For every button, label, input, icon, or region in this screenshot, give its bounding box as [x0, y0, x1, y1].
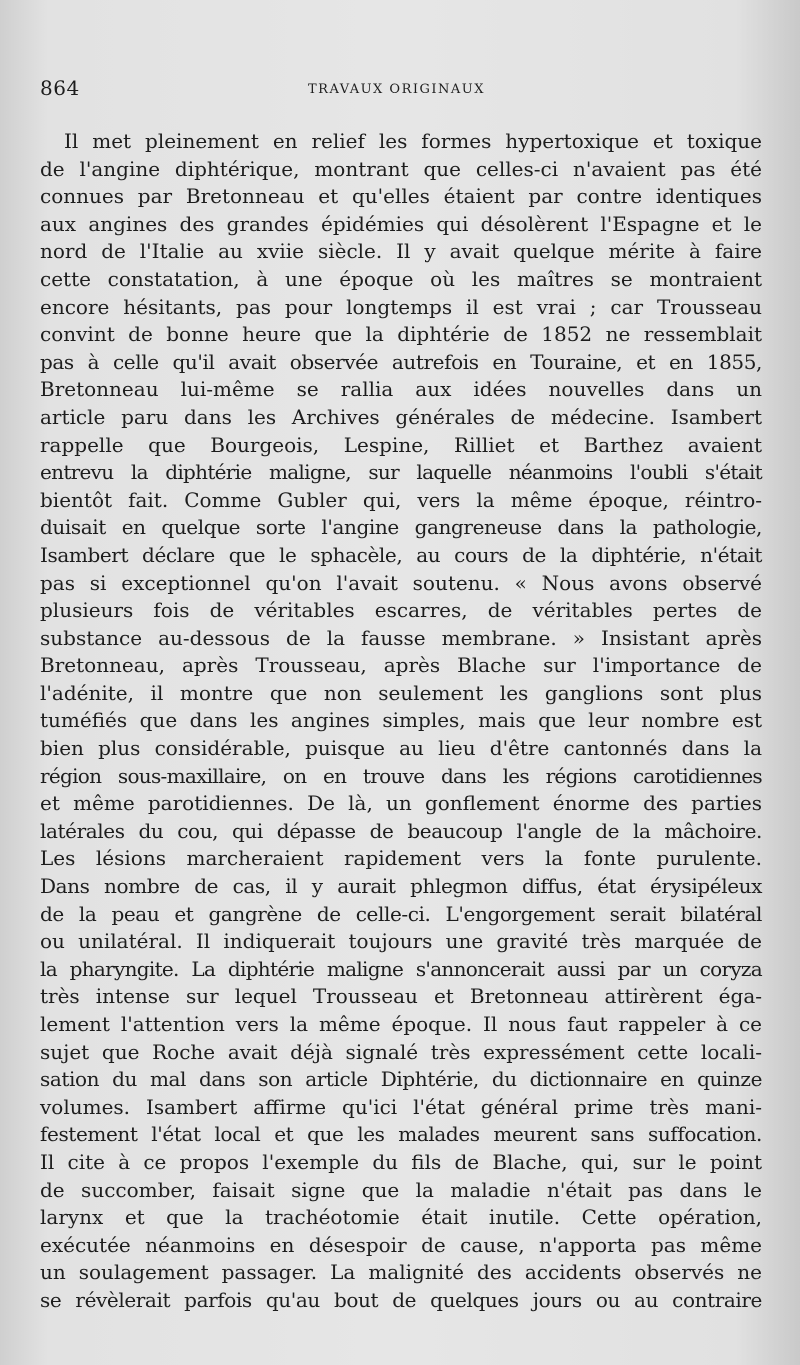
text-line: région sous-maxillaire, on en trouve dans les régions carotidiennes	[40, 763, 762, 788]
text-line: tuméfiés que dans les angines simples, mais que leur nombre est	[40, 708, 762, 733]
text-line: de la peau et gangrène de celle-ci. L'engorgement serait bilatéral	[40, 901, 762, 926]
text-line: pas si exceptionnel qu'on l'avait soutenu. « Nous avons observé	[40, 570, 762, 595]
running-title: TRAVAUX ORIGINAUX	[308, 82, 486, 97]
text-line: sujet que Roche avait déjà signalé très expressément cette locali-	[40, 1039, 762, 1064]
text-line: cette constatation, à une époque où les maîtres se montraient	[40, 266, 762, 291]
text-line: bientôt fait. Comme Gubler qui, vers la même époque, réintro-	[40, 487, 762, 512]
text-line: exécutée néanmoins en désespoir de cause, n'apporta pas même	[40, 1232, 762, 1257]
text-line: substance au-dessous de la fausse membrane. » Insistant après	[40, 625, 762, 650]
text-line: et même parotidiennes. De là, un gonflement énorme des parties	[40, 791, 762, 816]
text-line: article paru dans les Archives générales de médecine. Isambert	[40, 404, 762, 429]
text-line: entrevu la diphtérie maligne, sur laquelle néanmoins l'oubli s'était	[40, 460, 762, 485]
text-line: rappelle que Bourgeois, Lespine, Rilliet et Barthez avaient	[40, 432, 762, 457]
text-line: volumes. Isambert affirme qu'ici l'état général prime très mani-	[40, 1094, 762, 1119]
text-line: de succomber, faisait signe que la maladie n'était pas dans le	[40, 1177, 762, 1202]
body-paragraph	[40, 128, 762, 1315]
text-line: latérales du cou, qui dépasse de beaucoup l'angle de la mâchoire.	[40, 818, 762, 843]
text-line: Il cite à ce propos l'exemple du fils de Blache, qui, sur le point	[40, 1149, 762, 1174]
text-line: aux angines des grandes épidémies qui désolèrent l'Espagne et le	[40, 211, 762, 236]
text-line: duisait en quelque sorte l'angine gangreneuse dans la pathologie,	[40, 515, 762, 540]
text-line: sation du mal dans son article Diphtérie, du dictionnaire en quinze	[40, 1067, 762, 1092]
text-line: Les lésions marcheraient rapidement vers la fonte purulente.	[40, 846, 762, 871]
page-number: 864	[40, 76, 80, 100]
text-line: festement l'état local et que les malades meurent sans suffocation.	[40, 1122, 762, 1147]
text-line: plusieurs fois de véritables escarres, de véritables pertes de	[40, 598, 762, 623]
text-line: se révèlerait parfois qu'au bout de quelques jours ou au contraire	[40, 1287, 762, 1312]
text-line: un soulagement passager. La malignité des accidents observés ne	[40, 1260, 762, 1285]
text-line: larynx et que la trachéotomie était inutile. Cette opération,	[40, 1205, 762, 1230]
text-line: très intense sur lequel Trousseau et Bretonneau attirèrent éga-	[40, 984, 762, 1009]
text-line: ou unilatéral. Il indiquerait toujours une gravité très marquée de	[40, 929, 762, 954]
text-line: Isambert déclare que le sphacèle, au cours de la diphtérie, n'était	[40, 542, 762, 567]
text-line: la pharyngite. La diphtérie maligne s'annoncerait aussi par un coryza	[40, 956, 762, 981]
text-line: connues par Bretonneau et qu'elles étaient par contre identiques	[40, 184, 762, 209]
text-line: pas à celle qu'il avait observée autrefois en Touraine, et en 1855,	[40, 349, 762, 374]
running-head	[40, 76, 760, 106]
text-line: de l'angine diphtérique, montrant que celles-ci n'avaient pas été	[40, 156, 762, 181]
text-line: convint de bonne heure que la diphtérie de 1852 ne ressemblait	[40, 322, 762, 347]
text-line: lement l'attention vers la même époque. Il nous faut rappeler à ce	[40, 1012, 762, 1036]
text-line: bien plus considérable, puisque au lieu d'être cantonnés dans la	[40, 736, 762, 761]
text-line: Il met pleinement en relief les formes hypertoxique et toxique	[64, 129, 762, 153]
text-line: Bretonneau, après Trousseau, après Blache sur l'importance de	[40, 653, 762, 678]
text-line: Bretonneau lui-même se rallia aux idées nouvelles dans un	[40, 377, 762, 402]
text-line: encore hésitants, pas pour longtemps il est vrai ; car Trousseau	[40, 294, 762, 319]
text-line: l'adénite, il montre que non seulement les ganglions sont plus	[40, 680, 762, 705]
text-line: nord de l'Italie au xviie siècle. Il y avait quelque mérite à faire	[40, 239, 762, 264]
text-line: Dans nombre de cas, il y aurait phlegmon diffus, état érysipéleux	[40, 874, 762, 899]
